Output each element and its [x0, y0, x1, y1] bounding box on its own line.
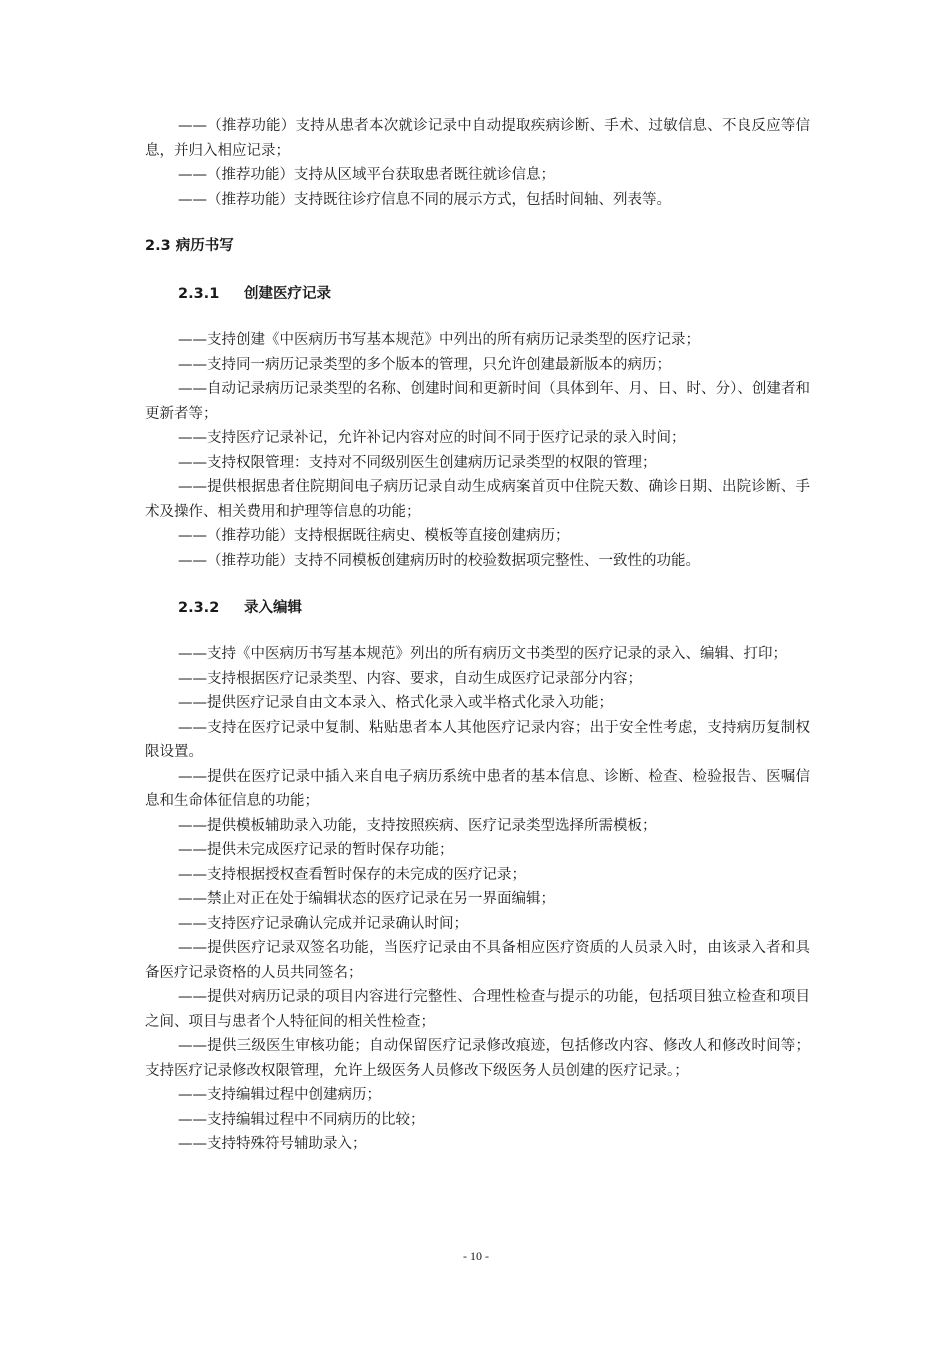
list-item: ——提供三级医生审核功能；自动保留医疗记录修改痕迹，包括修改内容、修改人和修改时间等；支持医疗记录修改权限管理，允许上级医务人员修改下级医务人员创建的医疗记录。； — [145, 1038, 810, 1079]
list-item: ——提供对病历记录的项目内容进行完整性、合理性检查与提示的功能，包括项目独立检查和项目之间、项目与患者个人特征间的相关性检查； — [145, 989, 810, 1030]
section-number: 2.3 — [145, 238, 171, 254]
list-item: ——支持编辑过程中不同病历的比较； — [178, 1111, 425, 1128]
list-item: ——支持创建《中医病历书写基本规范》中列出的所有病历记录类型的医疗记录； — [178, 332, 700, 348]
list-item: ——提供医疗记录双签名功能，当医疗记录由不具备相应医疗资质的人员录入时，由该录入者和具备医疗记录资格的人员共同签名； — [145, 940, 810, 981]
paragraph: ——（推荐功能）支持既往诊疗信息不同的展示方式，包括时间轴、列表等。 — [178, 191, 671, 208]
list-item: ——禁止对正在处于编辑状态的医疗记录在另一界面编辑； — [178, 891, 555, 907]
subsection-number: 2.3.1 — [178, 286, 220, 302]
list-item: ——提供未完成医疗记录的暂时保存功能； — [178, 842, 454, 858]
section-title: 病历书写 — [175, 238, 234, 254]
list-item: ——支持根据授权查看暂时保存的未完成的医疗记录； — [178, 866, 526, 883]
list-item: ——支持医疗记录确认完成并记录确认时间； — [178, 915, 468, 932]
list-item: ——（推荐功能）支持根据既往病史、模板等直接创建病历； — [178, 528, 570, 544]
page-content — [145, 114, 810, 1157]
list-item: ——支持同一病历记录类型的多个版本的管理，只允许创建最新版本的病历； — [178, 356, 671, 373]
paragraph: ——（推荐功能）支持从患者本次就诊记录中自动提取疾病诊断、手术、过敏信息、不良反应等信息，并归入相应记录； — [145, 118, 810, 159]
list-item: ——支持权限管理：支持对不同级别医生创建病历记录类型的权限的管理； — [178, 454, 657, 471]
list-item: ——提供模板辅助录入功能，支持按照疾病、医疗记录类型选择所需模板； — [178, 817, 657, 834]
list-item: ——提供根据患者住院期间电子病历记录自动生成病案首页中住院天数、确诊日期、出院诊断、手术及操作、相关费用和护理等信息的功能； — [145, 479, 810, 520]
page-number: - 10 - — [463, 1249, 489, 1263]
subsection-heading — [145, 282, 810, 306]
paragraph: ——（推荐功能）支持从区域平台获取患者既往就诊信息； — [178, 167, 555, 183]
list-item: ——自动记录病历记录类型的名称、创建时间和更新时间（具体到年、月、日、时、分）、创建者和更新者等； — [145, 381, 810, 422]
list-item: ——支持特殊符号辅助录入； — [178, 1136, 367, 1152]
list-item: ——支持《中医病历书写基本规范》列出的所有病历文书类型的医疗记录的录入、编辑、打印； — [178, 646, 787, 662]
list-item: ——提供在医疗记录中插入来自电子病历系统中患者的基本信息、诊断、检查、检验报告、医嘱信息和生命体征信息的功能； — [145, 768, 810, 809]
list-item: ——支持根据医疗记录类型、内容、要求，自动生成医疗记录部分内容； — [178, 670, 642, 687]
subsection-title: 录入编辑 — [244, 600, 302, 616]
list-item: ——支持在医疗记录中复制、粘贴患者本人其他医疗记录内容；出于安全性考虑，支持病历复制权限设置。 — [145, 719, 810, 760]
subsection-number: 2.3.2 — [178, 600, 220, 616]
list-item: ——提供医疗记录自由文本录入、格式化录入或半格式化录入功能； — [178, 695, 613, 711]
list-item: ——支持医疗记录补记，允许补记内容对应的时间不同于医疗记录的录入时间； — [178, 430, 686, 446]
list-item: ——（推荐功能）支持不同模板创建病历时的校验数据项完整性、一致性的功能。 — [178, 552, 700, 569]
list-item: ——支持编辑过程中创建病历； — [178, 1087, 381, 1103]
subsection-heading — [145, 596, 810, 620]
section-heading — [145, 234, 810, 258]
subsection-title: 创建医疗记录 — [244, 286, 331, 302]
